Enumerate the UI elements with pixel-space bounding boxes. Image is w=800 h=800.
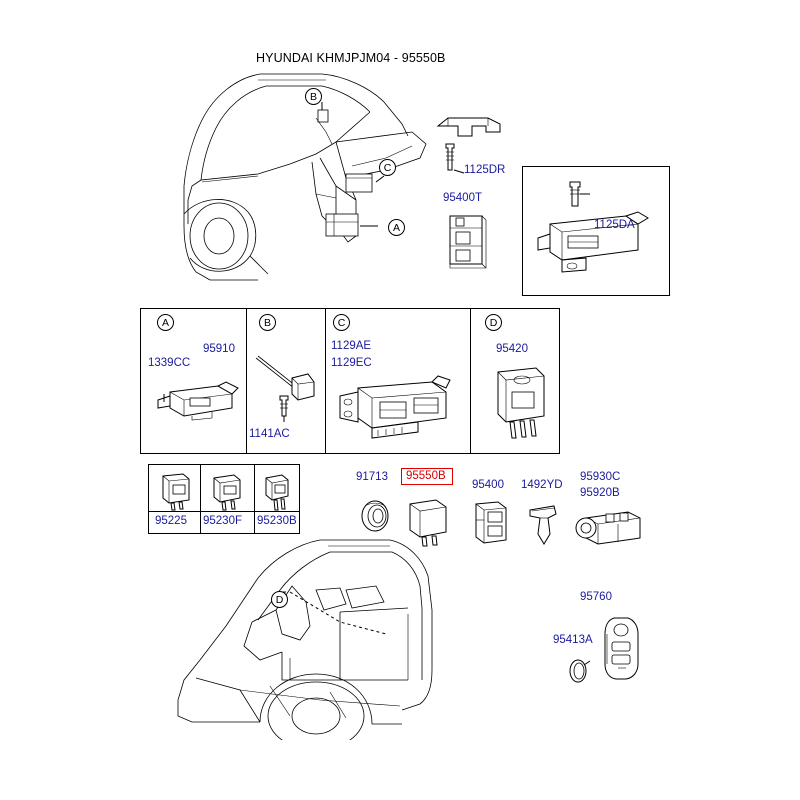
key-fob-95760-illustration [594,610,650,688]
label-95930c: 95930C [580,471,621,483]
callout-d-vehicle: D [271,591,288,608]
sensor-95930c-illustration [570,504,650,554]
label-1141ac: 1141AC [249,428,290,440]
label-95420: 95420 [496,343,528,355]
panel-divider-1 [246,308,247,454]
label-95550b: 95550B [406,470,446,482]
battery-95413a-illustration [566,655,594,689]
panel-letter-a: A [157,314,174,331]
label-95400t: 95400T [443,192,483,204]
module-1125da-illustration [528,172,668,292]
label-1492yd: 1492YD [521,479,563,491]
label-1129ae: 1129AE [331,340,372,352]
relay-95420-illustration [486,362,556,448]
panel-letter-c: C [333,314,350,331]
label-1339cc: 1339CC [148,357,191,369]
label-1125da: 1125DA [594,219,635,231]
relay-95230f-illustration [206,470,248,512]
control-unit-c-illustration [322,372,467,450]
label-95413a: 95413A [553,634,593,646]
label-95920b: 95920B [580,487,620,499]
relay-95230b-illustration [258,470,298,512]
panel-letter-d: D [485,314,502,331]
sensor-b-illustration [250,348,324,428]
label-95225: 95225 [155,515,187,527]
callout-b-vehicle: B [305,88,322,105]
label-95910: 95910 [203,343,235,355]
relay-row-divider-2 [254,464,255,534]
vehicle-front-illustration [140,66,440,296]
vehicle-rear-illustration [140,530,450,740]
label-95760: 95760 [580,591,612,603]
airbag-module-95910-illustration [152,370,244,430]
callout-a-vehicle: A [388,219,405,236]
label-1129ec: 1129EC [331,357,372,369]
panel-letter-b: B [259,314,276,331]
relay-95225-illustration [155,470,195,512]
relay-95400t-illustration [444,208,492,278]
label-1125dr: 1125DR [464,164,506,176]
relay-95400-illustration [468,496,514,552]
panel-divider-3 [470,308,471,454]
label-95230b: 95230B [257,515,297,527]
relay-row-divider-1 [200,464,201,534]
callout-c-vehicle: C [379,159,396,176]
label-95400: 95400 [472,479,504,491]
label-95230f: 95230F [203,515,243,527]
label-91713: 91713 [356,471,388,483]
page-title: HYUNDAI KHMJPJM04 - 95550B [256,51,446,65]
clip-1492yd-illustration [524,500,562,552]
